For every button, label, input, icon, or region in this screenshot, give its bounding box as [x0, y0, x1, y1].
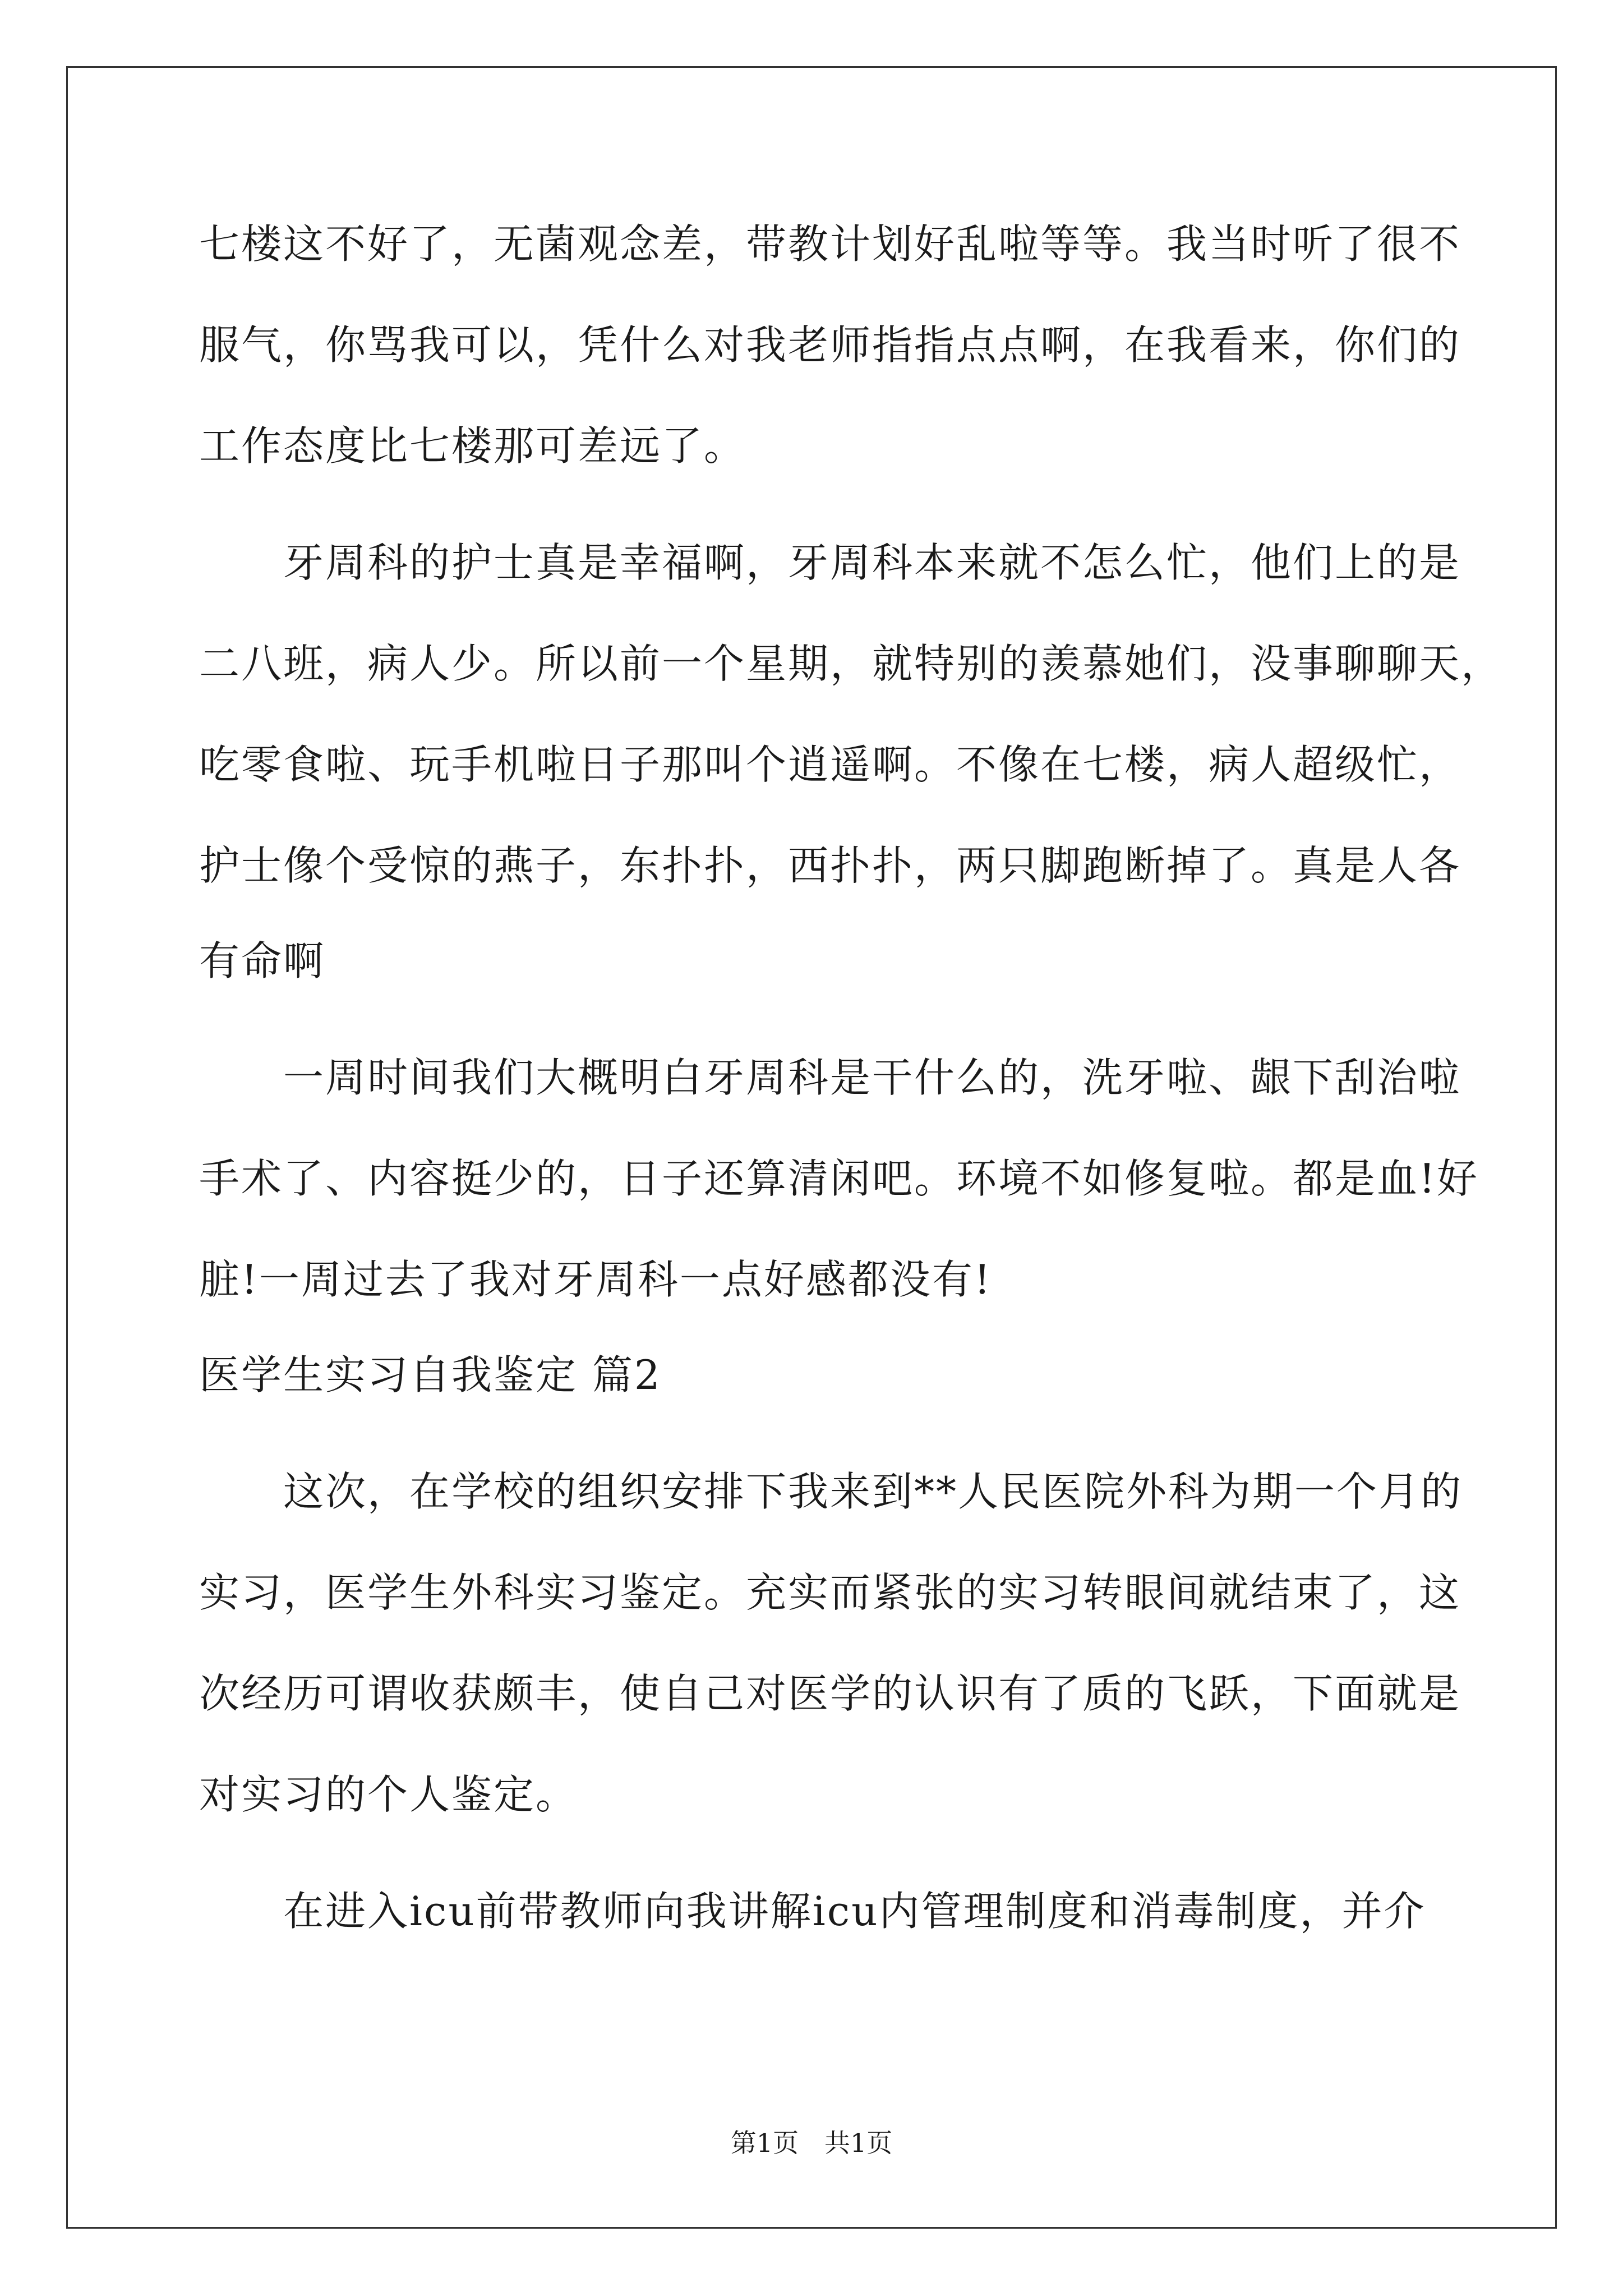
text-line-5: 二八班，病人少。所以前一个星期，就特别的羡慕她们，没事聊聊天，: [199, 640, 1504, 687]
text-line-13: 这次，在学校的组织安排下我来到**人民医院外科为期一个月的: [199, 1468, 1463, 1515]
page-number-footer: 第1页 共1页: [730, 2128, 893, 2158]
text-line-11: 脏!一周过去了我对牙周科一点好感都没有!: [199, 1256, 992, 1303]
text-line-3: 工作态度比七楼那可差远了。: [199, 422, 746, 470]
text-line-15: 次经历可谓收获颇丰，使自己对医学的认识有了质的飞跃，下面就是: [199, 1670, 1461, 1717]
text-line-10: 手术了、内容挺少的，日子还算清闲吧。环境不如修复啦。都是血!好: [199, 1155, 1479, 1202]
section-heading: 医学生实习自我鉴定 篇2: [199, 1351, 662, 1398]
text-line-7: 护士像个受惊的燕子，东扑扑，西扑扑，两只脚跑断掉了。真是人各: [199, 842, 1461, 889]
text-line-16: 对实习的个人鉴定。: [199, 1771, 578, 1818]
text-line-14: 实习，医学生外科实习鉴定。充实而紧张的实习转眼间就结束了，这: [199, 1569, 1461, 1616]
text-line-8: 有命啊: [199, 937, 326, 984]
text-line-1: 七楼这不好了，无菌观念差，带教计划好乱啦等等。我当时听了很不: [199, 220, 1461, 268]
text-line-9: 一周时间我们大概明白牙周科是干什么的，洗牙啦、龈下刮治啦: [199, 1054, 1461, 1101]
text-line-4: 牙周科的护士真是幸福啊，牙周科本来就不怎么忙，他们上的是: [199, 539, 1461, 586]
text-line-2: 服气，你骂我可以，凭什么对我老师指指点点啊，在我看来，你们的: [199, 321, 1461, 369]
text-line-17: 在进入icu前带教师向我讲解icu内管理制度和消毒制度，并介: [199, 1888, 1426, 1935]
text-line-6: 吃零食啦、玩手机啦日子那叫个逍遥啊。不像在七楼，病人超级忙，: [199, 741, 1461, 788]
